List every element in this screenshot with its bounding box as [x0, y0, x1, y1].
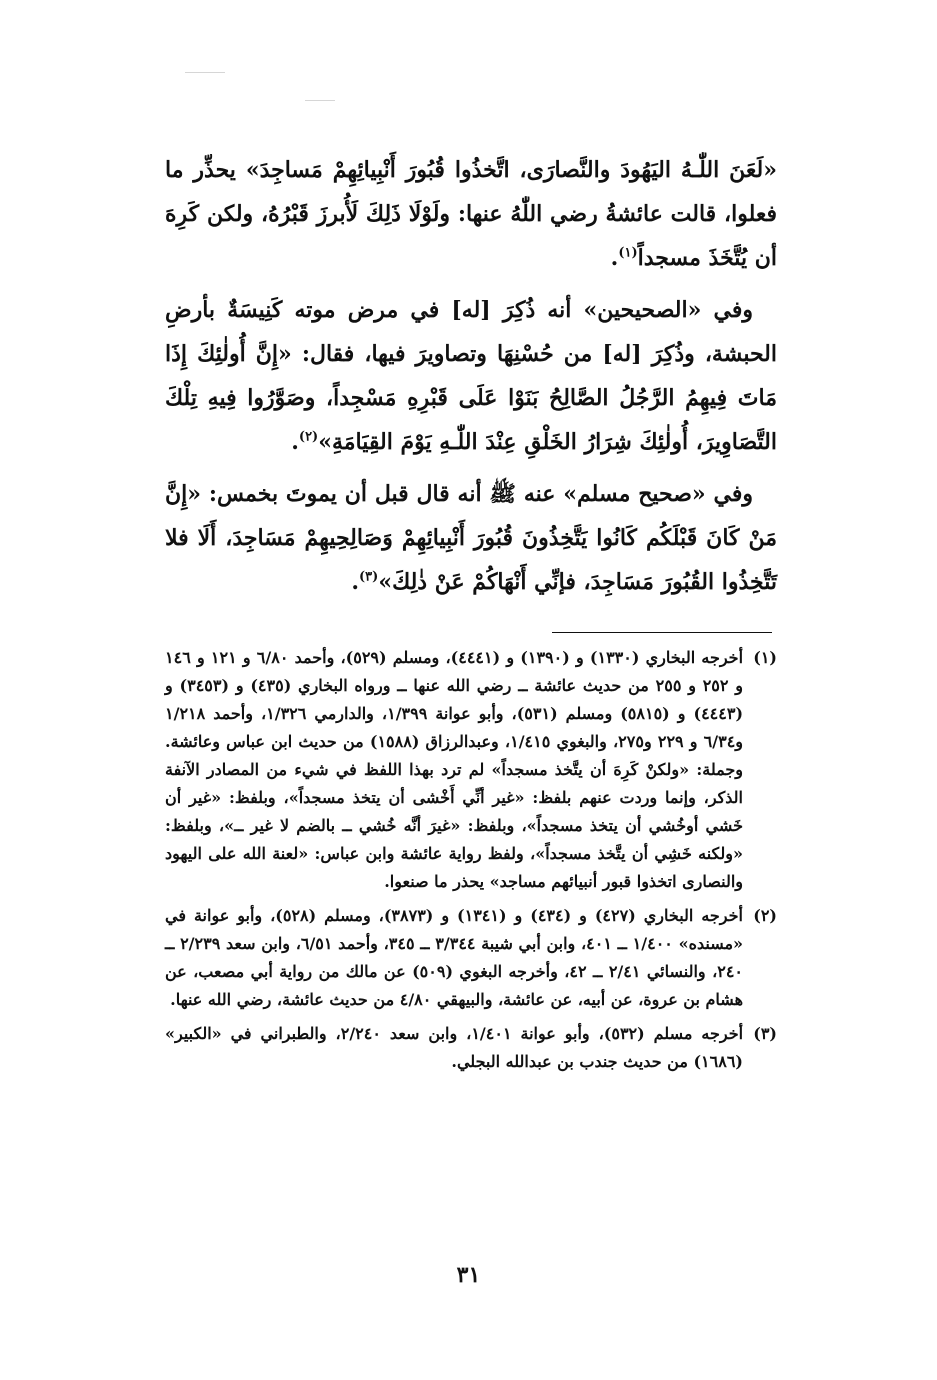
footnote-ref: (٢) [298, 429, 319, 445]
paragraph-text: وفي «الصحيحين» أنه ذُكِرَ [له] في مرض موته كَنِيسَةٌ بأرضِ الحبشة، وذُكِرَ [له] من حُسْنِهَا وتصاويرَ فيها، فقال: «إِنَّ أُولٰئِكَ إِذَا مَاتَ فِيهِمُ الرَّجُلُ الصَّالِحُ بَنَوْا عَلَى قَبْرِهِ مَسْجِداً، وصَوَّرُوا فِيهِ تِلْكَ التَّصَاوِيرَ، أُولٰئِكَ شِرَارُ الخَلْقِ عِنْدَ اللّٰـهِ يَوْمَ القِيَامَةِ» [165, 297, 777, 455]
paragraph-end: . [291, 429, 299, 455]
paragraph [165, 148, 777, 280]
footnote [165, 644, 777, 896]
footnote-ref: (١) [618, 245, 638, 261]
footnote-text: أخرجه مسلم (٥٣٢)، وأبو عوانة ١/٤٠١، وابن سعد ٢/٢٤٠، والطبراني في «الكبير» (١٦٨٦) من حديث جندب بن عبدالله البجلي. [165, 1024, 744, 1071]
footnote-number: (٢) [753, 906, 777, 925]
footnote-ref: (٣) [359, 569, 379, 585]
main-text [165, 148, 777, 612]
page-number: ٣١ [456, 1262, 481, 1288]
footnotes [165, 644, 777, 1082]
paragraph-text: وفي «صحيح مسلم» عنه ﷺ أنه قال قبل أن يموتَ بخمس: «إِنَّ مَنْ كَانَ قَبْلَكُم كَانُوا يَتَّخِذُونَ قُبُورَ أَنْبِيائِهِمْ وَصَالِحِيهِمْ مَسَاجِدَ، أَلَا فلا تَتَّخِذُوا القُبُورَ مَسَاجِدَ، فإنِّي أَنْهَاكُمْ عَنْ ذٰلِكَ» [165, 481, 777, 595]
footnote [165, 1020, 777, 1076]
paragraph-text: «لَعَنَ اللّٰـهُ اليَهُودَ والنَّصارَى، اتَّخذُوا قُبُورَ أَنْبِيائِهِمْ مَساجِدَ» يحذِّر ما فعلوا، قالت عائشةُ رضي اللّٰهُ عنها: ولَوْلَا ذَلِكَ لَأُبرزَ قَبْرُهُ، ولكن كَرِهَ أن يُتَّخَذَ مسجداً [165, 157, 777, 271]
footnote-number: (١) [753, 648, 777, 667]
paragraph [165, 288, 777, 464]
footnote [165, 902, 777, 1014]
footnote-text: أخرجه البخاري (٤٢٧) و (٤٣٤) و (١٣٤١) و (٣٨٧٣)، ومسلم (٥٢٨)، وأبو عوانة في «مسنده» ١/٤٠٠ ــ ٤٠١، وابن أبي شيبة ٣/٣٤٤ ــ ٣٤٥، وأحمد ٦/٥١، وابن سعد ٢/٢٣٩ ــ ٢٤٠، والنسائي ٢/٤١ ــ ٤٢، وأخرجه البغوي (٥٠٩) عن مالك من رواية أبي مصعب، عن هشام بن عروة، عن أبيه، عن عائشة، والبيهقي ٤/٨٠ من حديث عائشة، رضي الله عنها. [165, 906, 744, 1009]
paragraph-end: . [610, 245, 619, 271]
footnote-number: (٣) [753, 1024, 777, 1043]
paragraph [165, 472, 777, 604]
footnote-text: أخرجه البخاري (١٣٣٠) و (١٣٩٠) و (٤٤٤١)، ومسلم (٥٢٩)، وأحمد ٦/٨٠ و ١٢١ و ١٤٦ و ٢٥٢ و ٢٥٥ من حديث عائشة ــ رضي الله عنها ــ ورواه البخاري (٤٣٥) و (٣٤٥٣) و (٤٤٤٣) و (٥٨١٥) ومسلم (٥٣١)، وأبو عوانة ١/٣٩٩، والدارمي ١/٣٢٦، وأحمد ١/٢١٨ و٦/٣٤ و ٢٢٩ و٢٧٥، والبغوي ١/٤١٥، وعبدالرزاق (١٥٨٨) من حديث ابن عباس وعائشة. وجملة: «ولكنْ كَرِهَ أن يتَّخذ مسجداً» لم ترد بهذا اللفظ في شيء من المصادر الآنفة الذكر، وإنما وردت عنهم بلفظ: «غير أنِّي أَخْشى أن يتخذ مسجداً»، وبلفظ: «غير أن خَشي أوخُشي أن يتخذ مسجداً»، وبلفظ: «غيرَ أنَّه خُشي ــ بالضم لا غير ــ»، وبلفظ: «ولكنه خَشِي أن يتَّخذ مسجداً»، ولفظ رواية عائشة وابن عباس: «لعنة الله على اليهود والنصارى اتخذوا قبور أنبيائهم مساجد» يحذر ما صنعوا. [165, 648, 744, 891]
footnote-separator [552, 632, 772, 633]
scan-mark [185, 72, 225, 73]
scan-mark [305, 100, 335, 101]
paragraph-end: . [351, 569, 360, 595]
